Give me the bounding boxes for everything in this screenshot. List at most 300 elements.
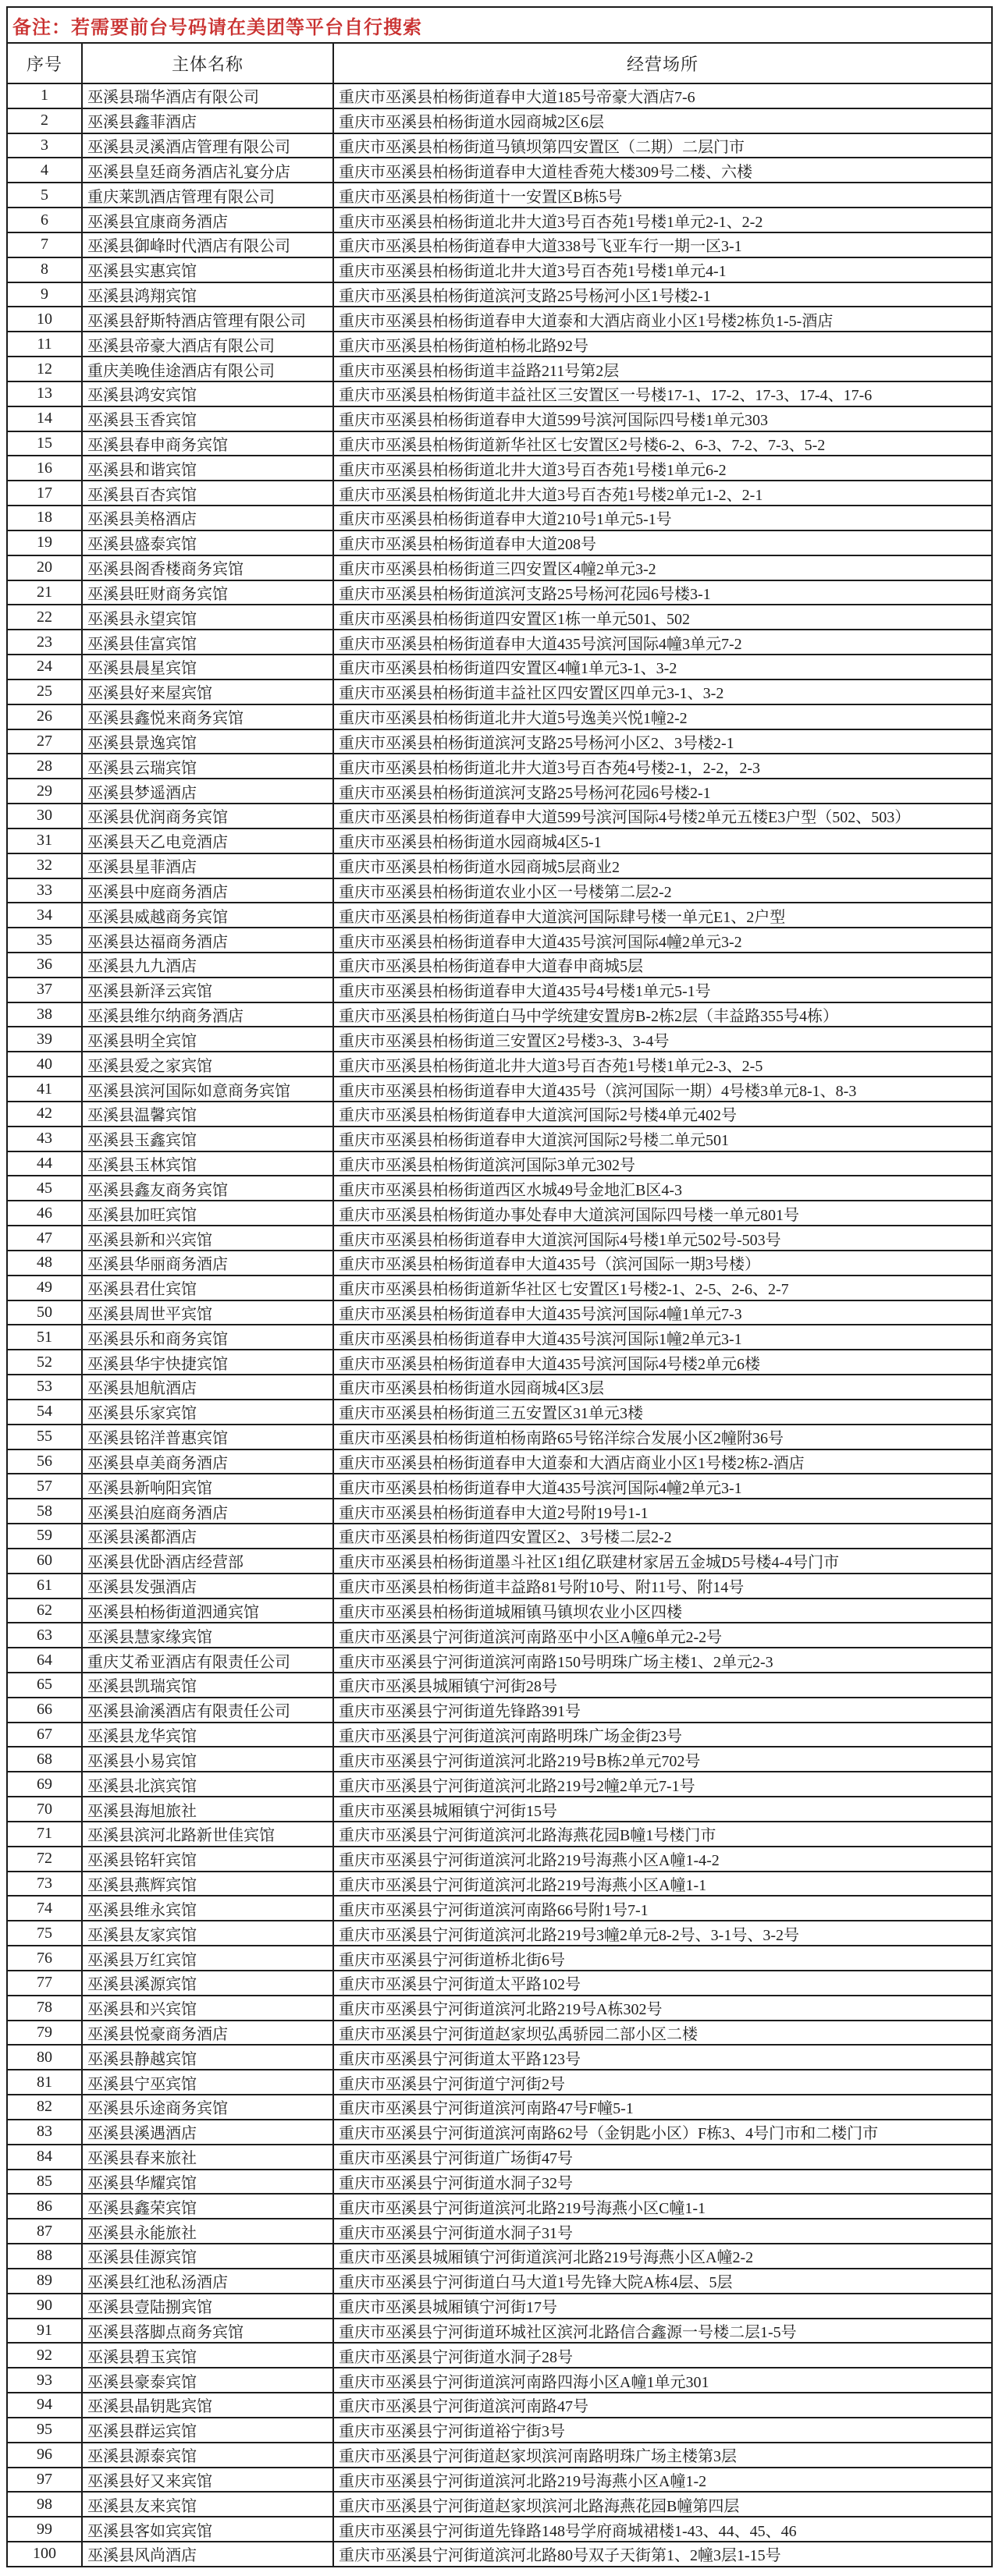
hotel-row (7, 1921, 992, 1946)
hotel-row (7, 406, 992, 431)
business-premises-cell: 重庆市巫溪县柏杨街道春申大道435号滨河国际4幢3单元7-2 (333, 630, 992, 655)
hotel-row (7, 2269, 992, 2294)
entity-name-cell: 巫溪县威越商务宾馆 (82, 903, 333, 928)
hotel-row (7, 1996, 992, 2021)
hotel-row (7, 530, 992, 555)
business-premises-cell: 重庆市巫溪县宁河街道滨河北路219号海燕小区A幢1-4-2 (333, 1847, 992, 1872)
serial-number-cell: 51 (7, 1325, 82, 1350)
serial-number-cell: 84 (7, 2145, 82, 2170)
business-premises-cell: 重庆市巫溪县宁河街道滨河南路47号F幢5-1 (333, 2095, 992, 2120)
serial-number-cell: 18 (7, 506, 82, 530)
entity-name-cell: 巫溪县宁巫宾馆 (82, 2070, 333, 2095)
entity-name-cell: 巫溪县悦豪商务酒店 (82, 2021, 333, 2046)
entity-name-cell: 巫溪县晶钥匙宾馆 (82, 2393, 333, 2418)
hotel-row (7, 2021, 992, 2046)
entity-name-cell: 巫溪县万红宾馆 (82, 1946, 333, 1971)
business-premises-cell: 重庆市巫溪县柏杨街道水园商城4区3层 (333, 1375, 992, 1400)
business-premises-cell: 重庆市巫溪县宁河街道滨河北路219号海燕小区A幢1-2 (333, 2468, 992, 2493)
entity-name-cell: 巫溪县盛泰宾馆 (82, 530, 333, 555)
serial-number-cell: 27 (7, 729, 82, 754)
business-premises-cell: 重庆市巫溪县柏杨街道春申大道2号附19号1-1 (333, 1499, 992, 1524)
business-premises-cell: 重庆市巫溪县城厢镇宁河街17号 (333, 2294, 992, 2319)
serial-number-cell: 36 (7, 953, 82, 978)
hotel-row (7, 2145, 992, 2170)
serial-number-cell: 20 (7, 555, 82, 580)
entity-name-cell: 巫溪县宜康商务酒店 (82, 208, 333, 232)
serial-number-cell: 56 (7, 1449, 82, 1474)
serial-number-cell: 66 (7, 1698, 82, 1723)
entity-name-cell: 巫溪县玉香宾馆 (82, 406, 333, 431)
entity-name-cell: 巫溪县燕辉宾馆 (82, 1872, 333, 1897)
business-premises-cell: 重庆市巫溪县柏杨街道办事处春申大道滨河国际四号楼一单元801号 (333, 1201, 992, 1226)
hotel-row (7, 506, 992, 530)
entity-name-cell: 巫溪县华丽商务酒店 (82, 1251, 333, 1276)
business-premises-cell: 重庆市巫溪县宁河街道太平路102号 (333, 1971, 992, 1996)
hotel-row (7, 1524, 992, 1549)
hotel-row (7, 158, 992, 183)
serial-number-cell: 21 (7, 580, 82, 605)
entity-name-cell: 巫溪县小易宾馆 (82, 1747, 333, 1772)
business-premises-cell: 重庆市巫溪县宁河街道滨河北路219号3幢2单元8-2号、3-1号、3-2号 (333, 1921, 992, 1946)
business-premises-cell: 重庆市巫溪县柏杨街道春申大道599号滨河国际四号楼1单元303 (333, 406, 992, 431)
business-premises-cell: 重庆市巫溪县宁河街道水洞子31号 (333, 2219, 992, 2244)
business-premises-cell: 重庆市巫溪县宁河街道先锋路148号学府商城裙楼1-43、44、45、46 (333, 2517, 992, 2542)
entity-name-cell: 巫溪县星菲酒店 (82, 853, 333, 878)
note-row (7, 7, 992, 43)
entity-name-cell: 巫溪县百杏宾馆 (82, 481, 333, 506)
entity-name-cell: 巫溪县皇廷商务酒店礼宴分店 (82, 158, 333, 183)
business-premises-cell: 重庆市巫溪县柏杨街道春申大道泰和大酒店商业小区1号楼2栋负1-5-酒店 (333, 307, 992, 332)
hotel-row (7, 1747, 992, 1772)
serial-number-cell: 39 (7, 1027, 82, 1052)
business-premises-cell: 重庆市巫溪县柏杨街道西区水城49号金地汇B区4-3 (333, 1176, 992, 1201)
serial-number-cell: 55 (7, 1425, 82, 1449)
entity-name-cell: 巫溪县达福商务酒店 (82, 928, 333, 953)
business-premises-cell: 重庆市巫溪县柏杨街道四安置区4幢1单元3-1、3-2 (333, 655, 992, 679)
serial-number-cell: 60 (7, 1549, 82, 1574)
entity-name-cell: 巫溪县和兴宾馆 (82, 1996, 333, 2021)
business-premises-cell: 重庆市巫溪县柏杨街道城厢镇马镇坝农业小区四楼 (333, 1598, 992, 1623)
business-premises-cell: 重庆市巫溪县柏杨街道四安置区2、3号楼二层2-2 (333, 1524, 992, 1549)
business-premises-cell: 重庆市巫溪县柏杨街道滨河支路25号杨河小区1号楼2-1 (333, 282, 992, 307)
serial-number-cell: 31 (7, 829, 82, 853)
hotel-row (7, 2319, 992, 2344)
entity-name-cell: 巫溪县豪泰宾馆 (82, 2368, 333, 2393)
entity-name-cell: 巫溪县瑞华酒店有限公司 (82, 83, 333, 108)
entity-name-cell: 巫溪县鸿安宾馆 (82, 381, 333, 406)
serial-number-cell: 11 (7, 332, 82, 357)
entity-name-cell: 巫溪县春申商务宾馆 (82, 431, 333, 456)
serial-number-cell: 23 (7, 630, 82, 655)
hotel-row (7, 1102, 992, 1127)
entity-name-cell: 巫溪县溪都酒店 (82, 1524, 333, 1549)
hotel-row (7, 580, 992, 605)
hotel-row (7, 1574, 992, 1598)
business-premises-cell: 重庆市巫溪县柏杨街道北井大道3号百杏苑1号楼1单元4-1 (333, 257, 992, 282)
business-premises-cell: 重庆市巫溪县宁河街道滨河北路219号海燕小区A幢1-1 (333, 1872, 992, 1897)
entity-name-cell: 巫溪县景逸宾馆 (82, 729, 333, 754)
entity-name-cell: 巫溪县九九酒店 (82, 953, 333, 978)
entity-name-cell: 巫溪县溪遇酒店 (82, 2120, 333, 2145)
business-premises-cell: 重庆市巫溪县柏杨街道滨河支路25号杨河花园6号楼2-1 (333, 779, 992, 804)
serial-number-cell: 14 (7, 406, 82, 431)
hotel-row (7, 332, 992, 357)
serial-number-cell: 19 (7, 530, 82, 555)
entity-name-cell: 巫溪县帝豪大酒店有限公司 (82, 332, 333, 357)
hotel-row (7, 1847, 992, 1872)
header-row (7, 43, 992, 83)
hotel-row (7, 2517, 992, 2542)
entity-name-cell: 巫溪县爱之家宾馆 (82, 1052, 333, 1077)
hotel-row (7, 1723, 992, 1747)
entity-name-cell: 巫溪县新响阳宾馆 (82, 1474, 333, 1499)
serial-number-cell: 9 (7, 282, 82, 307)
hotel-row (7, 381, 992, 406)
business-premises-cell: 重庆市巫溪县宁河街道裕宁街3号 (333, 2418, 992, 2443)
hotel-row (7, 232, 992, 257)
serial-number-cell: 72 (7, 1847, 82, 1872)
entity-name-cell: 重庆莱凯酒店管理有限公司 (82, 183, 333, 208)
business-premises-cell: 重庆市巫溪县宁河街道滨河北路219号2幢2单元7-1号 (333, 1772, 992, 1797)
serial-number-cell: 97 (7, 2468, 82, 2493)
business-premises-cell: 重庆市巫溪县柏杨街道水园商城2区6层 (333, 108, 992, 133)
entity-name-cell: 巫溪县晨星宾馆 (82, 655, 333, 679)
business-premises-cell: 重庆市巫溪县柏杨街道丰益路211号第2层 (333, 357, 992, 381)
hotel-row (7, 1052, 992, 1077)
serial-number-cell: 59 (7, 1524, 82, 1549)
hotel-row (7, 183, 992, 208)
entity-name-cell: 巫溪县梦遥酒店 (82, 779, 333, 804)
hotel-row (7, 679, 992, 704)
business-premises-cell: 重庆市巫溪县柏杨街道三四安置区4幢2单元3-2 (333, 555, 992, 580)
entity-name-cell: 巫溪县维尔纳商务酒店 (82, 1002, 333, 1027)
entity-name-cell: 巫溪县红池私汤酒店 (82, 2269, 333, 2294)
business-premises-cell: 重庆市巫溪县柏杨街道北井大道3号百杏苑4号楼2-1，2-2，2-3 (333, 754, 992, 779)
hotel-row (7, 1797, 992, 1822)
business-premises-cell: 重庆市巫溪县宁河街道太平路123号 (333, 2045, 992, 2070)
business-premises-cell: 重庆市巫溪县柏杨街道春申大道滨河国际4号楼1单元502号-503号 (333, 1226, 992, 1251)
entity-name-cell: 巫溪县鑫荣宾馆 (82, 2194, 333, 2219)
hotel-row (7, 257, 992, 282)
hotel-row (7, 655, 992, 679)
serial-number-cell: 35 (7, 928, 82, 953)
serial-number-cell: 58 (7, 1499, 82, 1524)
entity-name-cell: 巫溪县乐和商务宾馆 (82, 1325, 333, 1350)
hotel-row (7, 1549, 992, 1574)
serial-number-cell: 16 (7, 456, 82, 481)
serial-number-cell: 3 (7, 133, 82, 158)
serial-number-cell: 98 (7, 2492, 82, 2517)
entity-name-cell: 巫溪县华宇快捷宾馆 (82, 1350, 333, 1375)
serial-number-cell: 29 (7, 779, 82, 804)
business-premises-cell: 重庆市巫溪县柏杨街道滨河国际3单元302号 (333, 1151, 992, 1176)
serial-number-cell: 80 (7, 2045, 82, 2070)
hotel-row (7, 1251, 992, 1276)
business-premises-cell: 重庆市巫溪县柏杨街道墨斗社区1组亿联建材家居五金城D5号楼4-4号门市 (333, 1549, 992, 1574)
serial-number-cell: 1 (7, 83, 82, 108)
entity-name-cell: 巫溪县鑫菲酒店 (82, 108, 333, 133)
serial-number-cell: 73 (7, 1872, 82, 1897)
entity-name-cell: 巫溪县慧家缘宾馆 (82, 1623, 333, 1648)
entity-name-cell: 巫溪县鸿翔宾馆 (82, 282, 333, 307)
serial-number-cell: 99 (7, 2517, 82, 2542)
entity-name-cell: 巫溪县舒斯特酒店管理有限公司 (82, 307, 333, 332)
business-premises-cell: 重庆市巫溪县柏杨街道春申大道滨河国际肆号楼一单元E1、2户型 (333, 903, 992, 928)
hotel-row (7, 1151, 992, 1176)
serial-number-cell: 65 (7, 1673, 82, 1698)
business-premises-cell: 重庆市巫溪县宁河街道宁河街2号 (333, 2070, 992, 2095)
hotel-row (7, 878, 992, 903)
serial-number-cell: 67 (7, 1723, 82, 1747)
business-premises-cell: 重庆市巫溪县柏杨街道春申大道599号滨河国际4号楼2单元五楼E3户型（502、503） (333, 804, 992, 829)
hotel-row (7, 2244, 992, 2269)
business-premises-cell: 重庆市巫溪县宁河街道滨河南路四海小区A幢1单元301 (333, 2368, 992, 2393)
business-premises-cell: 重庆市巫溪县柏杨街道水园商城4区5-1 (333, 829, 992, 853)
hotel-row (7, 2418, 992, 2443)
business-premises-cell: 重庆市巫溪县柏杨街道三安置区2号楼3-3、3-4号 (333, 1027, 992, 1052)
business-premises-cell: 重庆市巫溪县宁河街道赵家坝滨河南路明珠广场主楼第3层 (333, 2443, 992, 2468)
serial-number-cell: 22 (7, 605, 82, 630)
business-premises-cell: 重庆市巫溪县城厢镇宁河街15号 (333, 1797, 992, 1822)
business-premises-cell: 重庆市巫溪县宁河街道先锋路391号 (333, 1698, 992, 1723)
serial-number-cell: 13 (7, 381, 82, 406)
business-premises-cell: 重庆市巫溪县柏杨街道春申大道春申商城5层 (333, 953, 992, 978)
entity-name-cell: 巫溪县卓美商务酒店 (82, 1449, 333, 1474)
entity-name-cell: 巫溪县好来屋宾馆 (82, 679, 333, 704)
entity-name-cell: 巫溪县鑫悦来商务宾馆 (82, 704, 333, 729)
hotel-row (7, 829, 992, 853)
hotel-row (7, 2120, 992, 2145)
serial-number-cell: 81 (7, 2070, 82, 2095)
entity-name-cell: 巫溪县加旺宾馆 (82, 1201, 333, 1226)
serial-number-cell: 37 (7, 978, 82, 1002)
serial-number-cell: 26 (7, 704, 82, 729)
hotel-row (7, 2542, 992, 2567)
entity-name-cell: 巫溪县旭航酒店 (82, 1375, 333, 1400)
business-premises-cell: 重庆市巫溪县柏杨街道新华社区七安置区2号楼6-2、6-3、7-2、7-3、5-2 (333, 431, 992, 456)
serial-number-cell: 33 (7, 878, 82, 903)
business-premises-cell: 重庆市巫溪县柏杨街道马镇坝第四安置区（二期）二层门市 (333, 133, 992, 158)
serial-number-cell: 69 (7, 1772, 82, 1797)
business-premises-cell: 重庆市巫溪县柏杨街道柏杨南路65号铭洋综合发展小区2幢附36号 (333, 1425, 992, 1449)
entity-name-cell: 巫溪县永望宾馆 (82, 605, 333, 630)
business-premises-cell: 重庆市巫溪县柏杨街道北井大道5号逸美兴悦1幢2-2 (333, 704, 992, 729)
serial-number-cell: 61 (7, 1574, 82, 1598)
business-premises-cell: 重庆市巫溪县柏杨街道春申大道208号 (333, 530, 992, 555)
entity-name-cell: 巫溪县实惠宾馆 (82, 257, 333, 282)
hotels-table (6, 6, 993, 2567)
business-premises-cell: 重庆市巫溪县柏杨街道春申大道桂香苑大楼309号二楼、六楼 (333, 158, 992, 183)
entity-name-cell: 巫溪县海旭旅社 (82, 1797, 333, 1822)
serial-number-cell: 70 (7, 1797, 82, 1822)
business-premises-cell: 重庆市巫溪县柏杨街道北井大道3号百杏苑1号楼2单元1-2、2-1 (333, 481, 992, 506)
serial-number-cell: 85 (7, 2170, 82, 2195)
business-premises-cell: 重庆市巫溪县宁河街道滨河南路62号（金钥匙小区）F栋3、4号门市和二楼门市 (333, 2120, 992, 2145)
entity-name-cell: 巫溪县龙华宾馆 (82, 1723, 333, 1747)
serial-number-cell: 8 (7, 257, 82, 282)
hotel-row (7, 2070, 992, 2095)
entity-name-cell: 巫溪县铭洋普惠宾馆 (82, 1425, 333, 1449)
hotel-row (7, 1872, 992, 1897)
business-premises-cell: 重庆市巫溪县宁河街道滨河南路明珠广场金街23号 (333, 1723, 992, 1747)
serial-number-cell: 89 (7, 2269, 82, 2294)
business-premises-cell: 重庆市巫溪县柏杨街道春申大道338号飞亚车行一期一区3-1 (333, 232, 992, 257)
business-premises-cell: 重庆市巫溪县宁河街道滨河南路巫中小区A幢6单元2-2号 (333, 1623, 992, 1648)
entity-name-cell: 巫溪县佳富宾馆 (82, 630, 333, 655)
entity-name-cell: 巫溪县乐家宾馆 (82, 1400, 333, 1425)
business-premises-cell: 重庆市巫溪县柏杨街道北井大道3号百杏苑1号楼1单元2-3、2-5 (333, 1052, 992, 1077)
serial-number-cell: 75 (7, 1921, 82, 1946)
hotel-row (7, 2393, 992, 2418)
serial-number-cell: 28 (7, 754, 82, 779)
business-premises-cell: 重庆市巫溪县柏杨街道三五安置区31单元3楼 (333, 1400, 992, 1425)
serial-number-cell: 52 (7, 1350, 82, 1375)
serial-number-cell: 94 (7, 2393, 82, 2418)
serial-number-cell: 10 (7, 307, 82, 332)
entity-name-cell: 巫溪县灵溪酒店管理有限公司 (82, 133, 333, 158)
serial-number-cell: 42 (7, 1102, 82, 1127)
business-premises-cell: 重庆市巫溪县柏杨街道新华社区七安置区1号楼2-1、2-5、2-6、2-7 (333, 1276, 992, 1300)
hotel-row (7, 2045, 992, 2070)
hotel-row (7, 1375, 992, 1400)
hotel-row (7, 481, 992, 506)
serial-number-cell: 25 (7, 679, 82, 704)
serial-number-cell: 7 (7, 232, 82, 257)
business-premises-cell: 重庆市巫溪县柏杨街道春申大道滨河国际2号楼4单元402号 (333, 1102, 992, 1127)
business-premises-cell: 重庆市巫溪县宁河街道滨河北路海燕花园B幢1号楼门市 (333, 1822, 992, 1847)
entity-name-cell: 巫溪县和谐宾馆 (82, 456, 333, 481)
entity-name-cell: 巫溪县好又来宾馆 (82, 2468, 333, 2493)
business-premises-cell: 重庆市巫溪县柏杨街道春申大道435号（滨河国际一期）4号楼3单元8-1、8-3 (333, 1077, 992, 1102)
hotel-row (7, 630, 992, 655)
hotel-row (7, 928, 992, 953)
hotel-row (7, 953, 992, 978)
serial-number-cell: 74 (7, 1896, 82, 1921)
serial-number-cell: 38 (7, 1002, 82, 1027)
hotel-row (7, 2219, 992, 2244)
business-premises-cell: 重庆市巫溪县柏杨街道丰益路81号附10号、附11号、附14号 (333, 1574, 992, 1598)
entity-name-cell: 巫溪县永能旅社 (82, 2219, 333, 2244)
entity-name-cell: 巫溪县溪源宾馆 (82, 1971, 333, 1996)
business-premises-cell: 重庆市巫溪县柏杨街道春申大道滨河国际2号楼二单元501 (333, 1127, 992, 1151)
business-premises-cell: 重庆市巫溪县柏杨街道春申大道435号滨河国际4号楼2单元6楼 (333, 1350, 992, 1375)
serial-number-cell: 63 (7, 1623, 82, 1648)
entity-name-cell: 巫溪县君仕宾馆 (82, 1276, 333, 1300)
serial-number-cell: 15 (7, 431, 82, 456)
hotel-row (7, 1425, 992, 1449)
business-premises-cell: 重庆市巫溪县柏杨街道春申大道435号滨河国际4幢2单元3-2 (333, 928, 992, 953)
entity-name-cell: 巫溪县佳源宾馆 (82, 2244, 333, 2269)
hotel-row (7, 1822, 992, 1847)
business-premises-cell: 重庆市巫溪县柏杨街道春申大道435号滨河国际1幢2单元3-1 (333, 1325, 992, 1350)
business-premises-cell: 重庆市巫溪县宁河街道滨河北路80号双子天街第1、2幢3层1-15号 (333, 2542, 992, 2567)
hotel-row (7, 978, 992, 1002)
serial-number-cell: 87 (7, 2219, 82, 2244)
business-premises-cell: 重庆市巫溪县柏杨街道北井大道3号百杏苑1号楼1单元6-2 (333, 456, 992, 481)
entity-name-cell: 巫溪县泊庭商务酒店 (82, 1499, 333, 1524)
entity-name-cell: 巫溪县滨河国际如意商务宾馆 (82, 1077, 333, 1102)
hotel-row (7, 208, 992, 232)
entity-name-cell: 巫溪县春来旅社 (82, 2145, 333, 2170)
entity-name-cell: 巫溪县优卧酒店经营部 (82, 1549, 333, 1574)
entity-name-cell: 巫溪县玉林宾馆 (82, 1151, 333, 1176)
entity-name-cell: 巫溪县滨河北路新世佳宾馆 (82, 1822, 333, 1847)
hotel-row (7, 431, 992, 456)
entity-name-cell: 巫溪县乐途商务宾馆 (82, 2095, 333, 2120)
entity-name-cell: 巫溪县客如宾宾馆 (82, 2517, 333, 2542)
hotel-row (7, 1027, 992, 1052)
column-header-entity-name: 主体名称 (82, 43, 333, 83)
business-premises-cell: 重庆市巫溪县宁河街道滨河南路150号明珠广场主楼1、2单元2-3 (333, 1648, 992, 1673)
serial-number-cell: 82 (7, 2095, 82, 2120)
serial-number-cell: 93 (7, 2368, 82, 2393)
hotel-row (7, 357, 992, 381)
serial-number-cell: 49 (7, 1276, 82, 1300)
serial-number-cell: 12 (7, 357, 82, 381)
serial-number-cell: 53 (7, 1375, 82, 1400)
serial-number-cell: 44 (7, 1151, 82, 1176)
serial-number-cell: 78 (7, 1996, 82, 2021)
entity-name-cell: 巫溪县周世平宾馆 (82, 1300, 333, 1325)
front-desk-note: 备注：若需要前台号码请在美团等平台自行搜索 (7, 7, 992, 43)
business-premises-cell: 重庆市巫溪县柏杨街道柏杨北路92号 (333, 332, 992, 357)
serial-number-cell: 83 (7, 2120, 82, 2145)
entity-name-cell: 巫溪县北滨宾馆 (82, 1772, 333, 1797)
hotel-row (7, 1350, 992, 1375)
entity-name-cell: 巫溪县源泰宾馆 (82, 2443, 333, 2468)
entity-name-cell: 重庆美晚佳途酒店有限公司 (82, 357, 333, 381)
business-premises-cell: 重庆市巫溪县宁河街道赵家坝弘禹骄园二部小区二楼 (333, 2021, 992, 2046)
serial-number-cell: 68 (7, 1747, 82, 1772)
hotel-row (7, 729, 992, 754)
hotel-row (7, 605, 992, 630)
entity-name-cell: 巫溪县鑫友商务宾馆 (82, 1176, 333, 1201)
serial-number-cell: 90 (7, 2294, 82, 2319)
business-premises-cell: 重庆市巫溪县宁河街道滨河南路47号 (333, 2393, 992, 2418)
serial-number-cell: 57 (7, 1474, 82, 1499)
entity-name-cell: 巫溪县友来宾馆 (82, 2492, 333, 2517)
entity-name-cell: 巫溪县发强酒店 (82, 1574, 333, 1598)
entity-name-cell: 巫溪县云瑞宾馆 (82, 754, 333, 779)
entity-name-cell: 巫溪县华耀宾馆 (82, 2170, 333, 2195)
hotel-row (7, 555, 992, 580)
entity-name-cell: 巫溪县明全宾馆 (82, 1027, 333, 1052)
business-premises-cell: 重庆市巫溪县宁河街道环城社区滨河北路信合鑫源一号楼二层1-5号 (333, 2319, 992, 2344)
hotel-row (7, 1598, 992, 1623)
hotel-row (7, 2294, 992, 2319)
hotel-row (7, 1400, 992, 1425)
serial-number-cell: 41 (7, 1077, 82, 1102)
business-premises-cell: 重庆市巫溪县柏杨街道丰益社区四安置区四单元3-1、3-2 (333, 679, 992, 704)
business-premises-cell: 重庆市巫溪县柏杨街道滨河支路25号杨河小区2、3号楼2-1 (333, 729, 992, 754)
serial-number-cell: 45 (7, 1176, 82, 1201)
serial-number-cell: 54 (7, 1400, 82, 1425)
entity-name-cell: 巫溪县壹陆捌宾馆 (82, 2294, 333, 2319)
business-premises-cell: 重庆市巫溪县宁河街道白马大道1号先锋大院A栋4层、5层 (333, 2269, 992, 2294)
entity-name-cell: 巫溪县凯瑞宾馆 (82, 1673, 333, 1698)
serial-number-cell: 32 (7, 853, 82, 878)
entity-name-cell: 巫溪县新泽云宾馆 (82, 978, 333, 1002)
serial-number-cell: 40 (7, 1052, 82, 1077)
hotel-row (7, 2343, 992, 2368)
serial-number-cell: 48 (7, 1251, 82, 1276)
business-premises-cell: 重庆市巫溪县柏杨街道十一安置区B栋5号 (333, 183, 992, 208)
business-premises-cell: 重庆市巫溪县宁河街道滨河北路219号B栋2单元702号 (333, 1747, 992, 1772)
entity-name-cell: 巫溪县静越宾馆 (82, 2045, 333, 2070)
serial-number-cell: 71 (7, 1822, 82, 1847)
entity-name-cell: 巫溪县天乙电竞酒店 (82, 829, 333, 853)
business-premises-cell: 重庆市巫溪县宁河街道滨河北路219号A栋302号 (333, 1996, 992, 2021)
